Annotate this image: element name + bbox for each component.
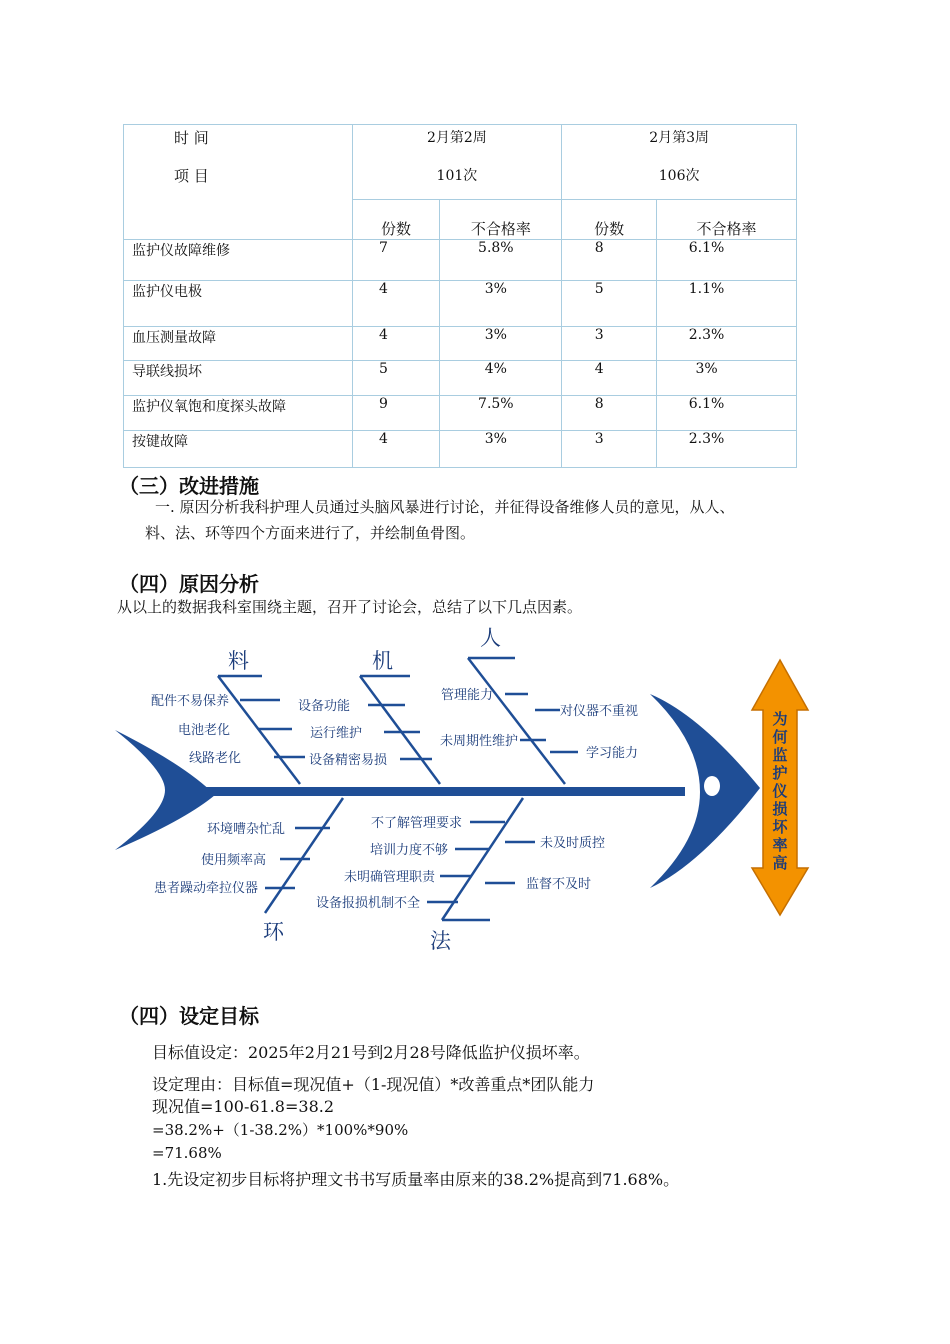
col-rate-w3: 不合格率 (657, 200, 797, 240)
row-w3-rate: 2.3% (657, 327, 797, 361)
col-rate-w2: 不合格率 (440, 200, 562, 240)
row-w3-count: 3 (562, 431, 657, 468)
table-corner-header (124, 125, 353, 240)
cause-people-right-2: 学习能力 (586, 746, 639, 761)
cause-machine-1: 设备功能 (298, 699, 351, 714)
category-material: 料 (228, 649, 249, 673)
effect-char: 高 (772, 854, 788, 872)
category-people: 人 (480, 626, 501, 650)
fish-spine (165, 787, 685, 796)
row-w2-count: 4 (352, 327, 440, 361)
section3-paragraph-line1: 一. 原因分析我科护理人员通过头脑风暴进行讨论，并征得设备维修人员的意见，从人、 (155, 498, 735, 516)
row-item: 导联线损坏 (124, 361, 353, 396)
table-row (124, 396, 797, 431)
section4-title: （四）原因分析 (119, 572, 259, 596)
row-w3-count: 5 (562, 281, 657, 327)
cause-material-2: 电池老化 (178, 723, 231, 738)
row-w3-count: 3 (562, 327, 657, 361)
cause-method-left-1: 不了解管理要求 (371, 816, 463, 831)
fishbone-diagram (0, 615, 950, 960)
table-row (124, 361, 797, 396)
goal-line3: 现况值=100-61.8=38.2 (152, 1097, 335, 1116)
effect-char: 仪 (772, 782, 788, 800)
effect-char: 损 (772, 800, 788, 818)
cause-environment-3: 患者躁动牵拉仪器 (154, 881, 259, 896)
row-w2-rate: 3% (440, 327, 562, 361)
row-w3-count: 8 (562, 396, 657, 431)
row-item: 监护仪故障维修 (124, 240, 353, 281)
row-w2-count: 9 (352, 396, 440, 431)
section5-title: （四）设定目标 (119, 1004, 259, 1028)
effect-char: 率 (772, 836, 788, 854)
row-w2-count: 5 (352, 361, 440, 396)
table-row (124, 240, 797, 281)
row-item: 按键故障 (124, 431, 353, 468)
row-w2-rate: 4% (440, 361, 562, 396)
effect-label (771, 710, 788, 872)
row-w3-rate: 2.3% (657, 431, 797, 468)
fish-eye (704, 776, 720, 796)
cause-machine-2: 运行维护 (310, 726, 363, 741)
col-count-w3: 份数 (562, 200, 657, 240)
goal-line4: =38.2%+（1-38.2%）*100%*90% (152, 1121, 409, 1139)
row-w3-rate: 6.1% (657, 396, 797, 431)
row-w2-rate: 5.8% (440, 240, 562, 281)
row-w2-count: 7 (352, 240, 440, 281)
header-time-label: 时 间 (174, 129, 209, 147)
cause-method-right-2: 监督不及时 (526, 877, 592, 892)
week3-count: 106次 (658, 168, 700, 184)
table-row (124, 431, 797, 468)
header-week3 (562, 125, 797, 200)
table-row (124, 327, 797, 361)
cause-machine-3: 设备精密易损 (309, 753, 388, 768)
cause-material-3: 线路老化 (189, 751, 242, 766)
row-w3-count: 8 (562, 240, 657, 281)
cause-environment-2: 使用频率高 (201, 853, 267, 868)
upper-bones (218, 658, 578, 784)
category-environment: 环 (263, 920, 284, 944)
effect-char: 监 (772, 746, 788, 764)
section4-intro: 从以上的数据我科室围绕主题，召开了讨论会，总结了以下几点因素。 (117, 598, 583, 616)
cause-people-left-2: 未周期性维护 (440, 734, 519, 749)
goal-line6: 1.先设定初步目标将护理文书书写质量率由原来的38.2%提高到71.68%。 (152, 1170, 680, 1189)
cause-method-right-1: 未及时质控 (540, 836, 606, 851)
row-item: 血压测量故障 (124, 327, 353, 361)
week2-label: 2月第2周 (426, 130, 487, 146)
header-week2 (352, 125, 562, 200)
cause-material-1: 配件不易保养 (151, 694, 230, 709)
row-w3-rate: 6.1% (657, 240, 797, 281)
cause-method-left-4: 设备报损机制不全 (316, 896, 421, 911)
row-w3-rate: 1.1% (657, 281, 797, 327)
header-item-label: 项 目 (174, 167, 209, 185)
goal-line1: 目标值设定：2025年2月21号到2月28号降低监护仪损坏率。 (152, 1043, 590, 1062)
category-machine: 机 (372, 649, 393, 673)
row-w2-rate: 7.5% (440, 396, 562, 431)
row-w2-rate: 3% (440, 281, 562, 327)
cause-people-right-1: 对仪器不重视 (560, 704, 639, 719)
cause-environment-1: 环境嘈杂忙乱 (207, 822, 286, 837)
category-method: 法 (430, 929, 451, 953)
col-count-w2: 份数 (352, 200, 440, 240)
goal-line2: 设定理由：目标值=现况值+（1-现况值）*改善重点*团队能力 (152, 1075, 595, 1094)
effect-char: 护 (772, 764, 788, 782)
row-item: 监护仪氧饱和度探头故障 (124, 396, 353, 431)
goal-line5: =71.68% (152, 1144, 222, 1162)
row-w3-count: 4 (562, 361, 657, 396)
statistics-table (123, 124, 797, 468)
week2-count: 101次 (436, 168, 478, 184)
row-w3-rate: 3% (657, 361, 797, 396)
effect-char: 坏 (772, 818, 788, 836)
section3-paragraph-line2: 料、法、环等四个方面来进行了，并绘制鱼骨图。 (145, 524, 476, 542)
effect-char: 为 (772, 710, 788, 728)
row-w2-rate: 3% (440, 431, 562, 468)
effect-char: 何 (772, 728, 788, 746)
row-item: 监护仪电极 (124, 281, 353, 327)
week3-label: 2月第3周 (649, 130, 710, 146)
cause-method-left-3: 未明确管理职责 (344, 870, 436, 885)
section3-title: （三）改进措施 (119, 474, 259, 498)
row-w2-count: 4 (352, 431, 440, 468)
table-row (124, 281, 797, 327)
cause-people-left-1: 管理能力 (441, 688, 494, 703)
cause-method-left-2: 培训力度不够 (370, 843, 449, 858)
row-w2-count: 4 (352, 281, 440, 327)
